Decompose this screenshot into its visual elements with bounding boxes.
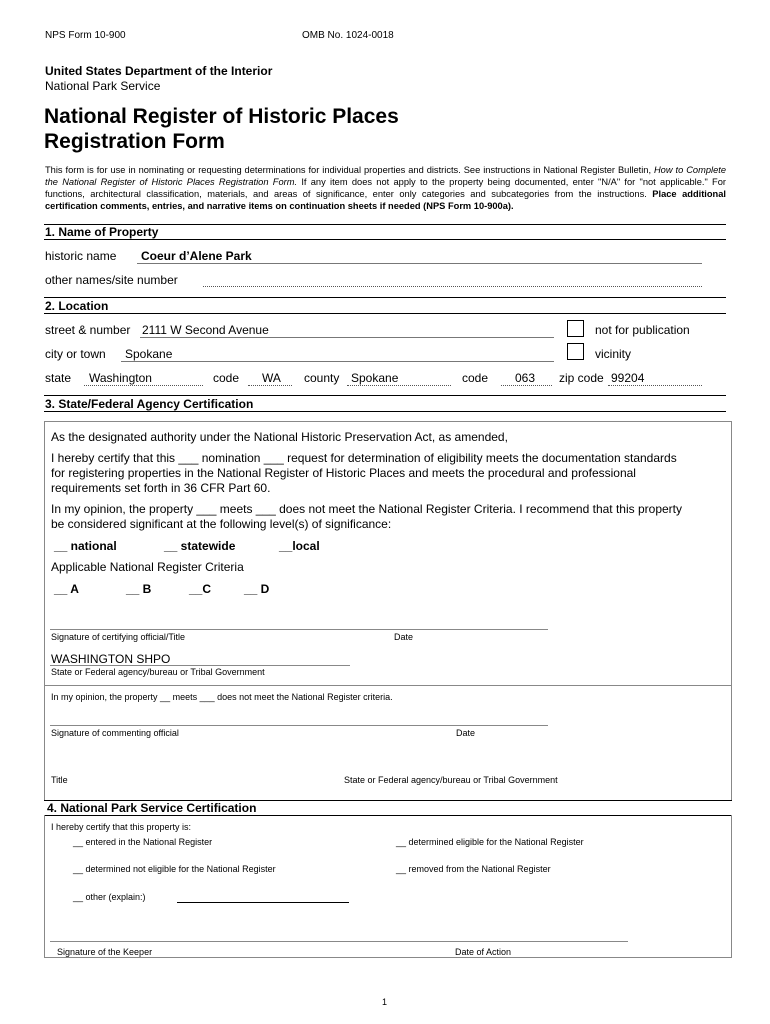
commenting-date-label: Date (456, 728, 476, 738)
page-title-line2: Registration Form (44, 130, 225, 153)
option-not-eligible[interactable]: __ determined not eligible for the National Register (73, 864, 276, 874)
city-field[interactable]: Spokane (125, 347, 173, 361)
not-for-publication-checkbox[interactable] (567, 320, 584, 337)
county-code-field[interactable]: 063 (515, 371, 536, 385)
instructions: This form is for use in nominating or requesting determinations for individual properties and districts. See instructions in National Register Bulletin, How to Complete the National Register of Historic Places Registration Form. If any item does not apply to the property being documented, enter "N/A" for "not applicable." For functions, architectural classification, materials, and areas of significance, enter only categories and subcategories from the instructions. Place additional certification comments, entries, and narrative items on continuation sheets if needed (NPS Form 10-900a). (45, 165, 726, 211)
nps-box-left (44, 815, 45, 957)
certify-line2: for registering properties in the National Register of Historic Places and meets the procedural and professional (51, 466, 636, 480)
certify-line3: requirements set forth in 36 CFR Part 60. (51, 481, 271, 495)
section3-bottom-rule (44, 411, 726, 412)
zip-label: zip code (559, 371, 604, 385)
cert-box-top (44, 421, 732, 422)
vicinity-label: vicinity (595, 347, 632, 361)
section4-heading: 4. National Park Service Certification (47, 801, 257, 815)
omb-number: OMB No. 1024-0018 (302, 30, 394, 41)
option-entered[interactable]: __ entered in the National Register (73, 837, 213, 847)
certifying-signature-label: Signature of certifying official/Title (51, 632, 186, 642)
state-field[interactable]: Washington (89, 371, 152, 385)
criteria-label: Applicable National Register Criteria (51, 560, 244, 574)
zip-underline (608, 385, 702, 386)
certify-line1: I hereby certify that this ___ nomination ___ request for determination of eligibility meets the documentation standards (51, 451, 677, 465)
county-underline (347, 385, 451, 386)
form-number: NPS Form 10-900 (45, 30, 126, 41)
keeper-signature-line[interactable] (50, 941, 628, 942)
section2-heading: 2. Location (45, 299, 109, 313)
nps-box-bottom (44, 957, 732, 958)
nps-intro: I hereby certify that this property is: (51, 822, 192, 832)
state-code-label: code (213, 371, 240, 385)
vicinity-checkbox[interactable] (567, 343, 584, 360)
state-code-field[interactable]: WA (262, 371, 281, 385)
commenting-signature-line[interactable] (50, 725, 548, 726)
county-code-label: code (462, 371, 489, 385)
option-other[interactable]: __ other (explain:) (73, 892, 146, 902)
commenting-signature-label: Signature of commenting official (51, 728, 179, 738)
state-underline (84, 385, 203, 386)
opinion-line2: be considered significant at the following level(s) of significance: (51, 517, 392, 531)
street-label: street & number (45, 323, 131, 337)
state-label: state (45, 371, 72, 385)
department-name: United States Department of the Interior (45, 64, 273, 78)
historic-name-field[interactable]: Coeur d’Alene Park (141, 249, 252, 263)
comment-box-divider (44, 685, 732, 686)
street-underline (140, 337, 554, 338)
other-explain-line[interactable] (177, 902, 349, 903)
street-field[interactable]: 2111 W Second Avenue (142, 323, 269, 337)
other-names-label: other names/site number (45, 273, 178, 287)
historic-name-underline (137, 263, 702, 264)
section1-heading: 1. Name of Property (45, 225, 159, 239)
section3-top-rule (44, 395, 726, 396)
other-names-underline (203, 286, 702, 287)
city-underline (121, 361, 554, 362)
date-of-action-label: Date of Action (455, 947, 512, 957)
certifying-date-label: Date (394, 632, 414, 642)
criteria-c[interactable]: __C (189, 582, 212, 596)
section3-heading: 3. State/Federal Agency Certification (45, 397, 254, 411)
zip-field[interactable]: 99204 (611, 371, 645, 385)
city-label: city or town (45, 347, 106, 361)
option-determined-eligible[interactable]: __ determined eligible for the National Register (396, 837, 584, 847)
certifying-signature-line[interactable] (50, 629, 548, 630)
not-for-publication-label: not for publication (595, 323, 690, 337)
county-code-underline (501, 385, 552, 386)
cert-box-right (731, 421, 732, 801)
section1-bottom-rule (44, 239, 726, 240)
option-removed[interactable]: __ removed from the National Register (396, 864, 551, 874)
county-label: county (304, 371, 340, 385)
agency-label: State or Federal agency/bureau or Tribal Government (51, 667, 265, 677)
authority-statement: As the designated authority under the National Historic Preservation Act, as amended, (51, 430, 508, 444)
comment-opinion: In my opinion, the property __ meets ___ does not meet the National Register criteria. (51, 692, 393, 702)
comment-agency-label: State or Federal agency/bureau or Tribal Government (344, 775, 558, 785)
nps-box-right (731, 815, 732, 957)
level-national[interactable]: __ national (54, 539, 117, 553)
title-label: Title (51, 775, 68, 785)
level-local[interactable]: __local (279, 539, 320, 553)
section4-bottom-rule (44, 815, 732, 816)
section2-bottom-rule (44, 313, 726, 314)
criteria-b[interactable]: __ B (126, 582, 152, 596)
keeper-signature-label: Signature of the Keeper (57, 947, 153, 957)
page-number: 1 (382, 997, 388, 1007)
cert-box-left (44, 421, 45, 801)
level-statewide[interactable]: __ statewide (164, 539, 236, 553)
criteria-a[interactable]: __ A (54, 582, 79, 596)
section2-top-rule (44, 297, 726, 298)
opinion-line1: In my opinion, the property ___ meets ___ does not meet the National Register Criteria. I recommend that this property (51, 502, 682, 516)
criteria-d[interactable]: __ D (244, 582, 270, 596)
page-title-line1: National Register of Historic Places (44, 105, 399, 128)
agency-underline (50, 665, 350, 666)
service-name: National Park Service (45, 79, 161, 93)
historic-name-label: historic name (45, 249, 117, 263)
county-field[interactable]: Spokane (351, 371, 399, 385)
state-code-underline (248, 385, 292, 386)
agency-field[interactable]: WASHINGTON SHPO (51, 652, 171, 666)
